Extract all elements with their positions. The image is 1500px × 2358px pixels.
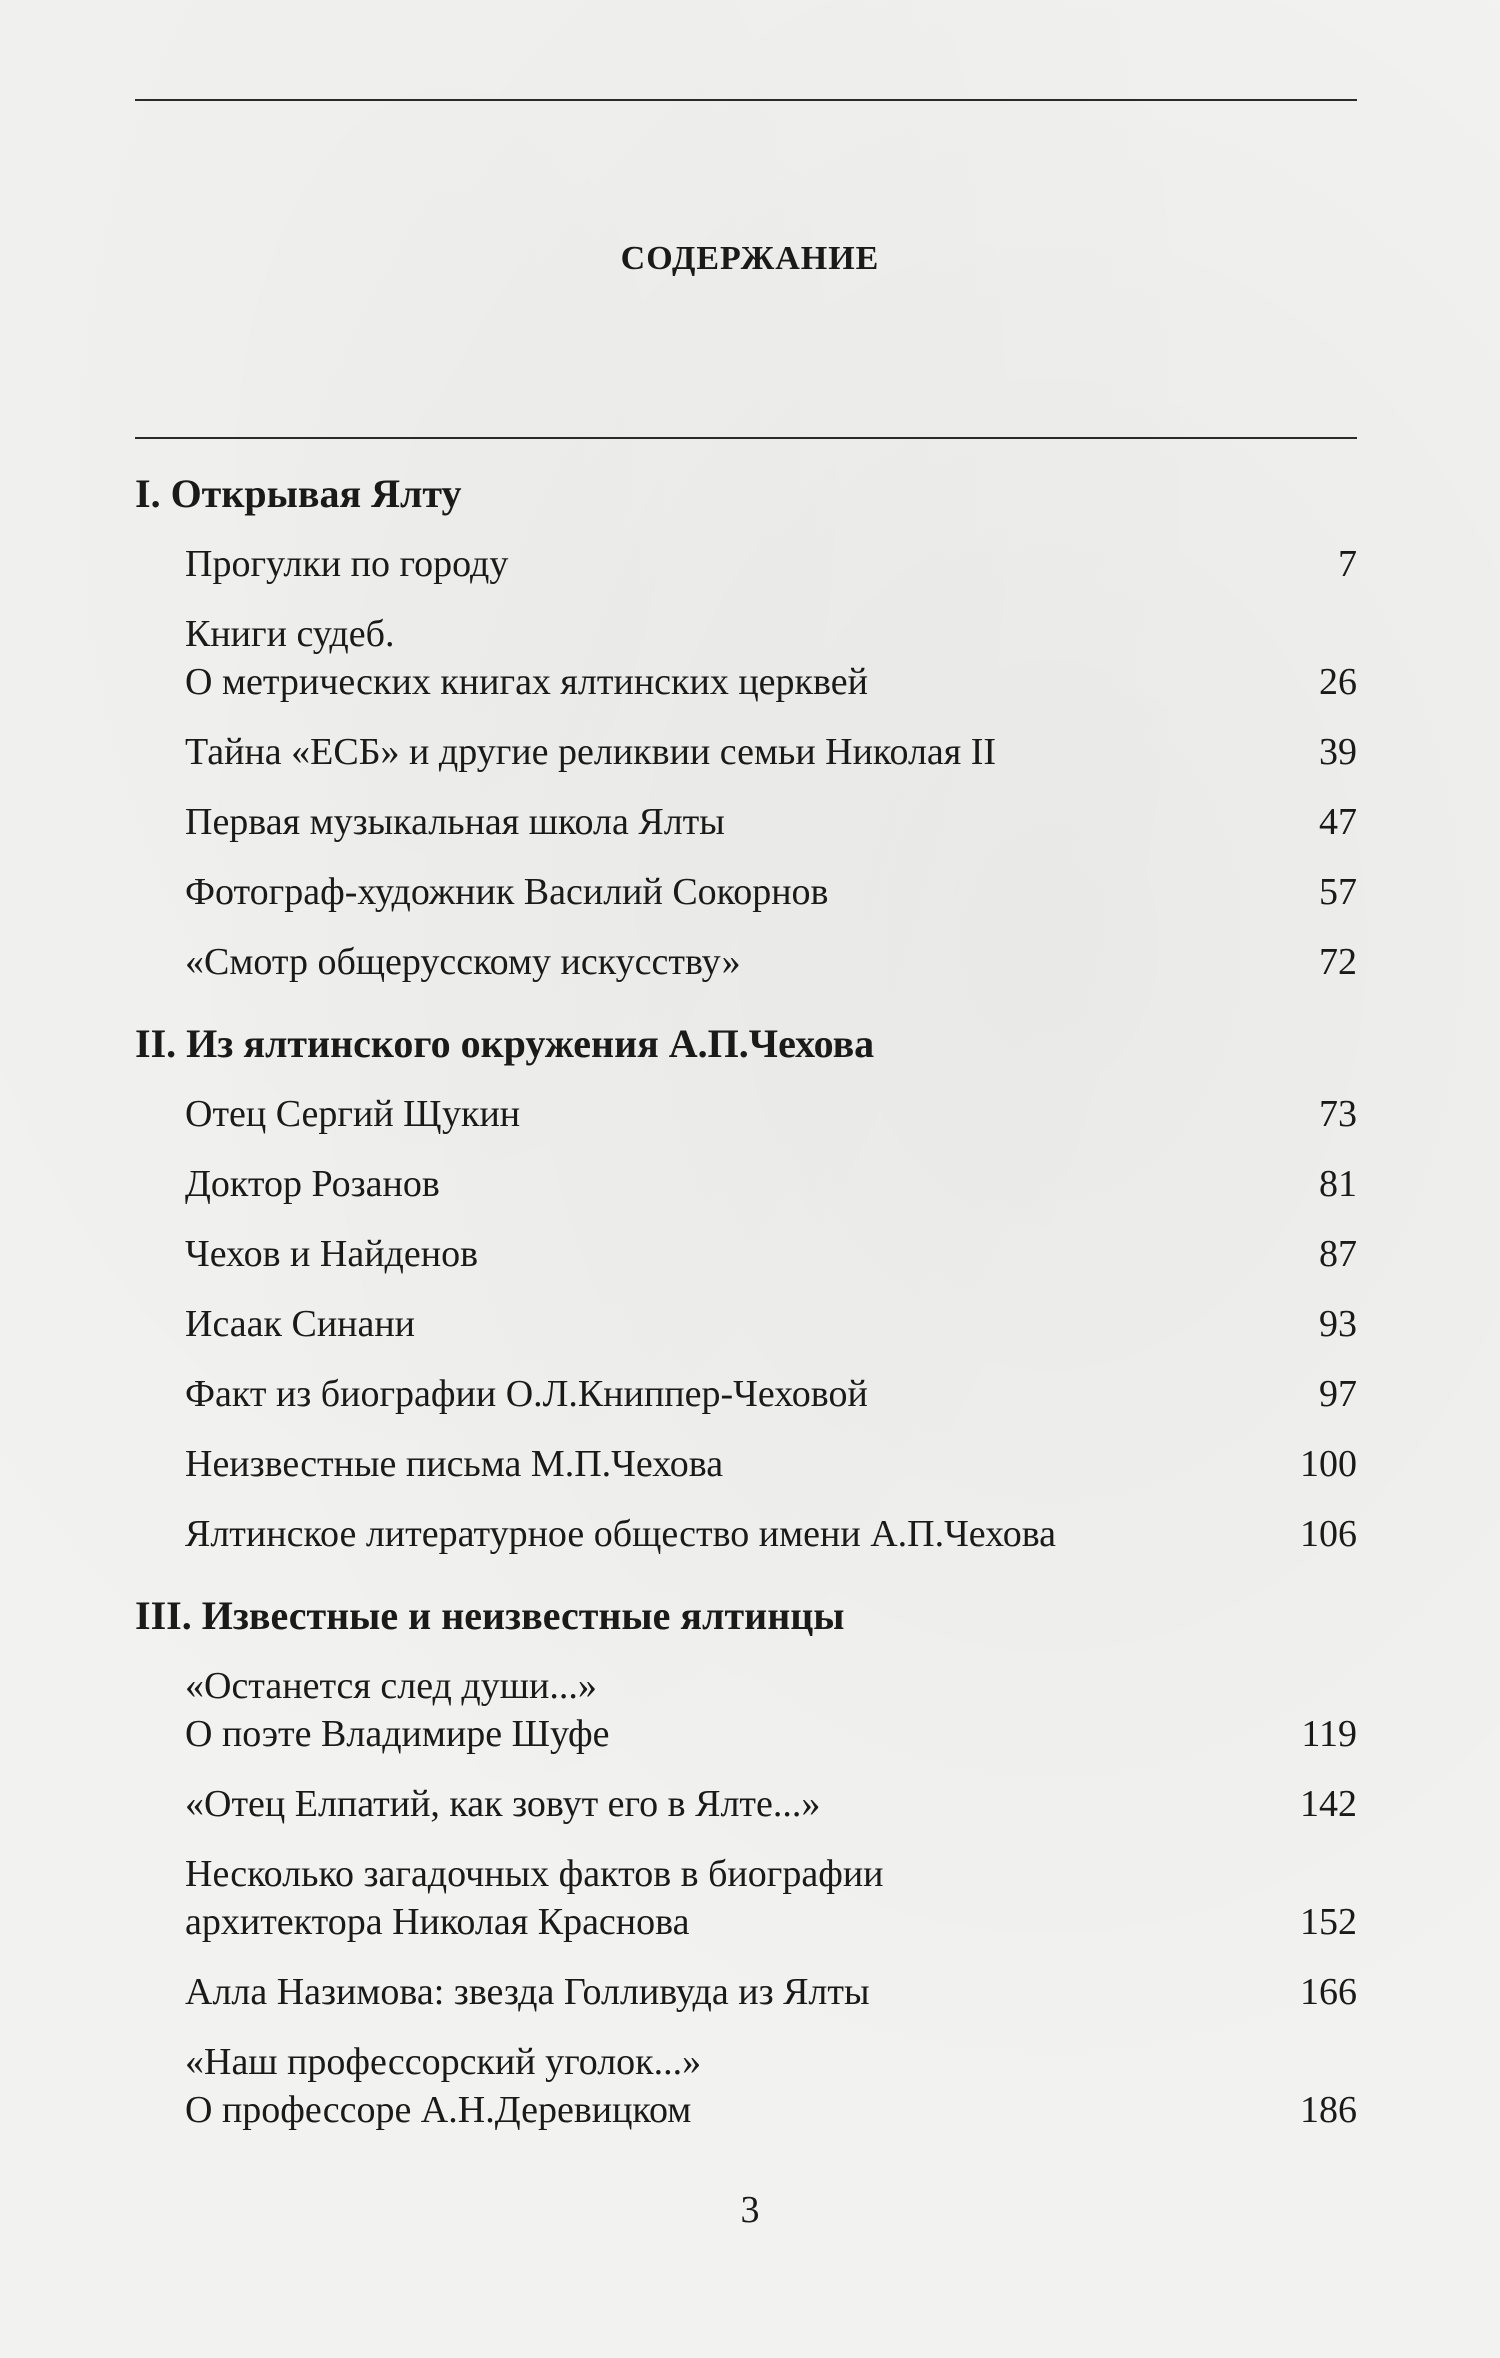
entry-title-line: О поэте Владимире Шуфе [185,1713,610,1755]
entry-page-number: 73 [1319,1093,1357,1135]
entry-page-number: 166 [1300,1971,1357,2013]
toc-entry [135,1850,1357,1946]
entry-title-line: Тайна «ЕСБ» и другие реликвии семьи Николая II [185,731,997,773]
entry-title-line: «Отец Елпатий, как зовут его в Ялте...» [185,1783,821,1825]
entry-title [185,1850,1277,1946]
entry-title-line: Прогулки по городу [185,543,509,585]
entry-page-number: 26 [1319,661,1357,703]
entry-title-line: архитектора Николая Краснова [185,1901,690,1943]
entry-page-number: 142 [1300,1783,1357,1825]
entry-title [185,1968,1277,2016]
entry-title-line: «Останется след души...» [185,1665,597,1707]
entry-title-line: Чехов и Найденов [185,1233,479,1275]
entry-page-number: 97 [1319,1373,1357,1415]
toc-entry [135,1230,1357,1278]
toc-entry [135,798,1357,846]
top-rule [135,99,1357,101]
entry-title-line: Первая музыкальная школа Ялты [185,801,725,843]
entry-title [185,1230,1277,1278]
table-of-contents [135,470,1357,2134]
entry-page-number: 47 [1319,801,1357,843]
section-title: II. Из ялтинского окружения А.П.Чехова [135,1021,875,1066]
entry-page-number: 93 [1319,1303,1357,1345]
entry-title-line: Неизвестные письма М.П.Чехова [185,1443,724,1485]
toc-entry [135,1968,1357,2016]
toc-entry [135,1440,1357,1488]
entry-title [185,2038,1277,2134]
section-title: III. Известные и неизвестные ялтинцы [135,1593,845,1638]
entry-title-line: «Смотр общерусскому искусству» [185,941,741,983]
section-title: I. Открывая Ялту [135,471,462,516]
toc-entry [135,1662,1357,1758]
entry-title-line: Факт из биографии О.Л.Книппер-Чеховой [185,1373,868,1415]
toc-entry [135,1780,1357,1828]
entry-page-number: 100 [1300,1443,1357,1485]
entry-title-line: О профессоре А.Н.Деревицком [185,2089,692,2131]
entry-page-number: 72 [1319,941,1357,983]
entry-title [185,938,1277,986]
entry-page-number: 119 [1301,1713,1357,1755]
toc-entry [135,868,1357,916]
entry-page-number: 106 [1300,1513,1357,1555]
entry-title-line: Книги судеб. [185,613,395,655]
entry-title [185,1300,1277,1348]
toc-entry [135,1090,1357,1138]
entry-title [185,1160,1277,1208]
toc-entry [135,1510,1357,1558]
entry-title [185,1662,1277,1758]
entry-title [185,540,1277,588]
toc-entry [135,1300,1357,1348]
toc-entry [135,938,1357,986]
page-number: 3 [740,2189,760,2231]
entry-title [185,798,1277,846]
entry-title [185,868,1277,916]
entry-page-number: 152 [1300,1901,1357,1943]
entry-title-line: «Наш профессорский уголок...» [185,2041,702,2083]
entry-title-line: Несколько загадочных фактов в биографии [185,1853,884,1895]
entry-title [185,1090,1277,1138]
toc-entry [135,610,1357,706]
heading-rule [135,437,1357,439]
entry-page-number: 39 [1319,731,1357,773]
entry-page-number: 57 [1319,871,1357,913]
entry-title [185,610,1277,706]
toc-entry [135,1370,1357,1418]
toc-entry [135,540,1357,588]
entry-title-line: Ялтинское литературное общество имени А.П.Чехова [185,1513,1057,1555]
entry-title-line: Доктор Розанов [185,1163,440,1205]
entry-title-line: Отец Сергий Щукин [185,1093,521,1135]
entry-page-number: 87 [1319,1233,1357,1275]
entry-title-line: О метрических книгах ялтинских церквей [185,661,868,703]
toc-entry [135,2038,1357,2134]
contents-heading: СОДЕРЖАНИЕ [620,240,880,277]
entry-title [185,1780,1277,1828]
entry-title [185,1440,1277,1488]
entry-page-number: 7 [1338,543,1357,585]
entry-title [185,1510,1277,1558]
toc-entry [135,1160,1357,1208]
entry-title-line: Исаак Синани [185,1303,416,1345]
entry-page-number: 186 [1300,2089,1357,2131]
entry-title-line: Алла Назимова: звезда Голливуда из Ялты [185,1971,870,2013]
entry-title-line: Фотограф-художник Василий Сокорнов [185,871,829,913]
toc-entry [135,728,1357,776]
entry-title [185,728,1277,776]
entry-title [185,1370,1277,1418]
entry-page-number: 81 [1319,1163,1357,1205]
